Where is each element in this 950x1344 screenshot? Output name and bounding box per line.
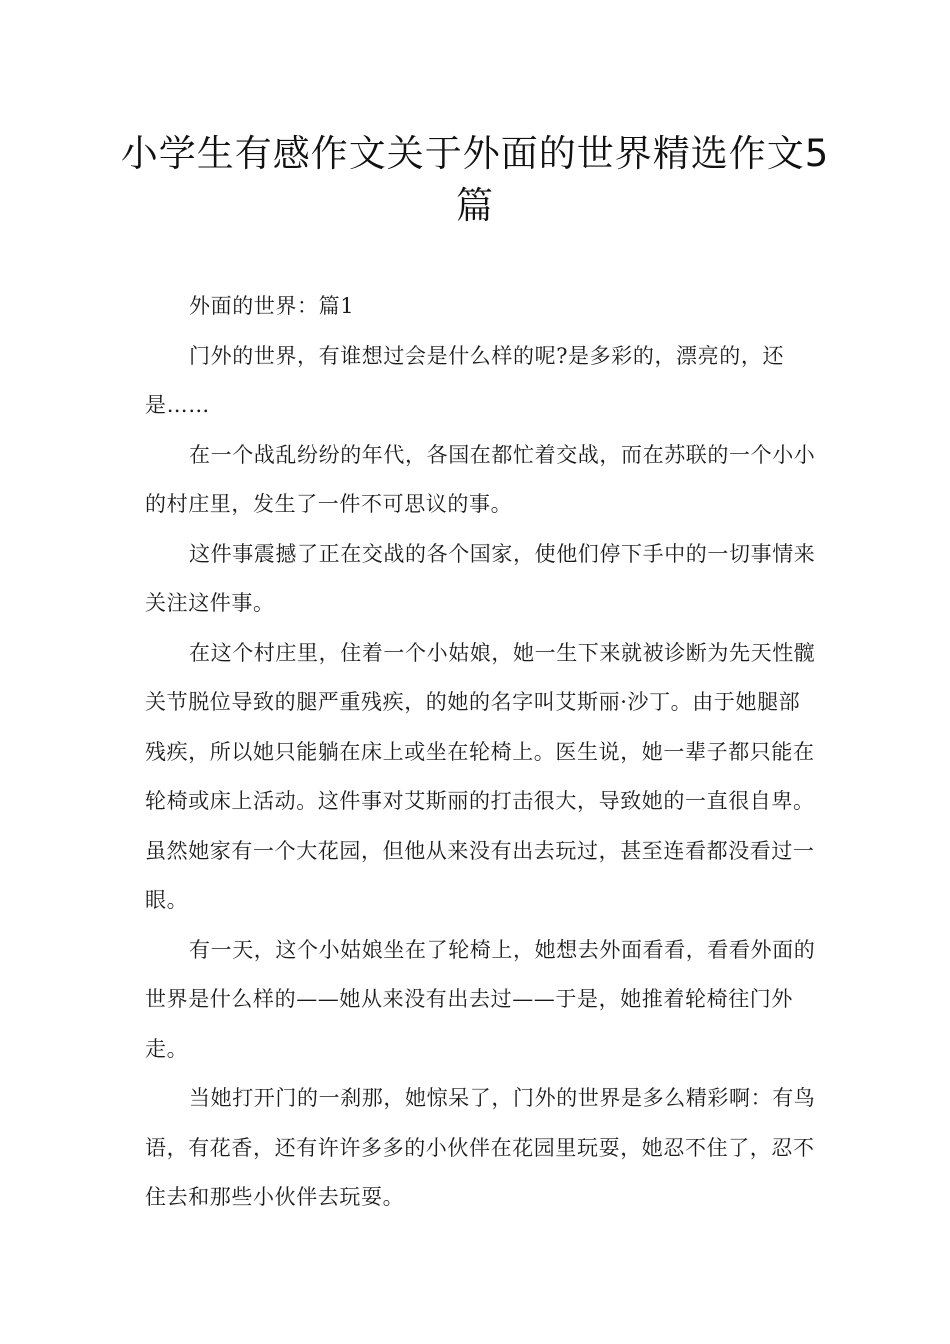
paragraph: 在这个村庄里，住着一个小姑娘，她一生下来就被诊断为先天性髋关节脱位导致的腿严重残疾，的她的名字叫艾斯丽·沙丁。由于她腿部残疾，所以她只能躺在床上或坐在轮椅上。医生说，她一辈子都只能在轮椅或床上活动。这件事对艾斯丽的打击很大，导致她的一直很自卑。虽然她家有一个大花园，但他从来没有出去玩过，甚至连看都没看过一眼。 — [145, 640, 816, 912]
paragraph: 这件事震撼了正在交战的各个国家，使他们停下手中的一切事情来关注这件事。 — [145, 541, 816, 615]
document-title: 小学生有感作文关于外面的世界精选作文5篇 — [120, 132, 830, 227]
section-heading: 外面的世界：篇1 — [189, 294, 355, 318]
document-body — [145, 282, 821, 1223]
paragraph: 当她打开门的一刹那，她惊呆了，门外的世界是多么精彩啊：有鸟语，有花香，还有许许多多的小伙伴在花园里玩耍，她忍不住了，忍不住去和那些小伙伴去玩耍。 — [145, 1086, 816, 1209]
paragraph: 门外的世界，有谁想过会是什么样的呢?是多彩的，漂亮的，还是…… — [145, 343, 785, 417]
paragraph: 有一天，这个小姑娘坐在了轮椅上，她想去外面看看，看看外面的世界是什么样的——她从来没有出去过——于是，她推着轮椅往门外走。 — [145, 937, 816, 1061]
paragraph: 在一个战乱纷纷的年代，各国在都忙着交战，而在苏联的一个小小的村庄里，发生了一件不可思议的事。 — [145, 442, 816, 516]
